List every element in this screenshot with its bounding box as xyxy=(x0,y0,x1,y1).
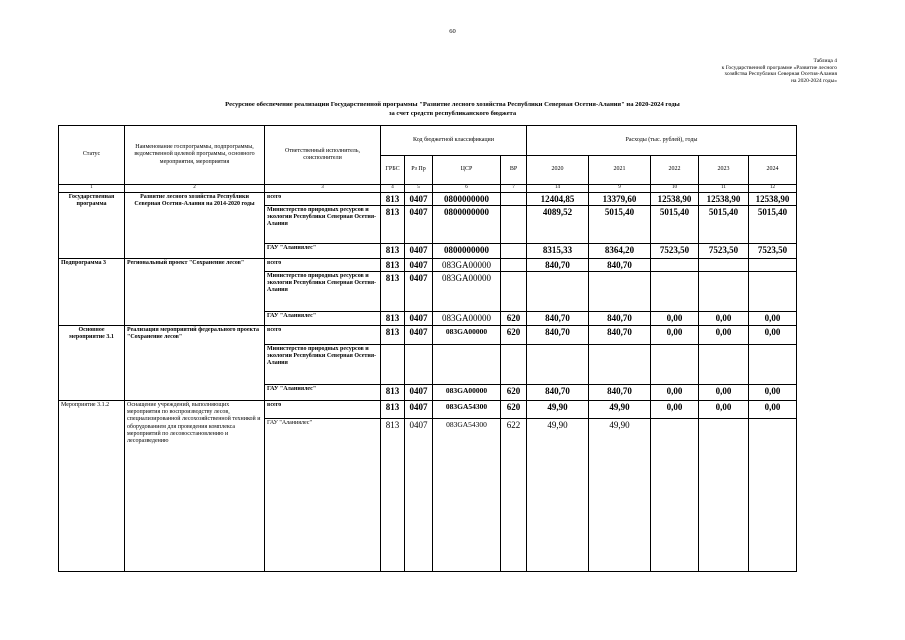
cell-rzpr xyxy=(405,345,433,385)
header-rzpr: Рз Пр xyxy=(405,156,433,185)
header-year: 2020 xyxy=(527,156,589,185)
cell-vr xyxy=(501,259,527,272)
cell-2020: 4089,52 xyxy=(527,206,589,244)
cell-2022: 0,00 xyxy=(651,312,699,326)
cell-vr xyxy=(501,244,527,259)
cell-2021: 8364,20 xyxy=(589,244,651,259)
cell-2023: 5015,40 xyxy=(699,206,749,244)
row-status: Мероприятие 3.1.2 xyxy=(59,401,125,572)
cell-2022: 0,00 xyxy=(651,385,699,401)
cell-rzpr: 0407 xyxy=(405,206,433,244)
column-number: 11 xyxy=(699,185,749,193)
cell-2020 xyxy=(527,345,589,385)
row-executor: всего xyxy=(265,401,381,419)
cell-2023: 7523,50 xyxy=(699,244,749,259)
header-year: 2022 xyxy=(651,156,699,185)
cell-2023 xyxy=(699,345,749,385)
cell-2024: 7523,50 xyxy=(749,244,797,259)
cell-2023: 0,00 xyxy=(699,401,749,419)
header-status: Статус xyxy=(59,126,125,185)
row-executor: ГАУ "Аланиялес" xyxy=(265,385,381,401)
cell-grbs: 813 xyxy=(381,326,405,345)
cell-2021 xyxy=(589,272,651,312)
row-name: Реализация мероприятий федерального проекта "Сохранение лесов" xyxy=(125,326,265,401)
row-executor: Министерство природных ресурсов и экологии Республики Северная Осетия-Алания xyxy=(265,345,381,385)
cell-rzpr: 0407 xyxy=(405,401,433,419)
cell-2022 xyxy=(651,419,699,572)
cell-2024 xyxy=(749,259,797,272)
cell-vr xyxy=(501,345,527,385)
column-number: 10 xyxy=(651,185,699,193)
cell-csr xyxy=(433,345,501,385)
row-executor: всего xyxy=(265,193,381,206)
cell-2020: 49,90 xyxy=(527,419,589,572)
cell-2020: 840,70 xyxy=(527,259,589,272)
cell-rzpr: 0407 xyxy=(405,385,433,401)
table-row xyxy=(59,259,797,272)
header-executor: Ответственный исполнитель, соисполнители xyxy=(265,126,381,185)
header-grbs: ГРБС xyxy=(381,156,405,185)
cell-vr: 620 xyxy=(501,312,527,326)
header-csr: ЦСР xyxy=(433,156,501,185)
cell-2023 xyxy=(699,272,749,312)
cell-grbs: 813 xyxy=(381,401,405,419)
header-budget-code: Код бюджетной классификации xyxy=(381,126,527,156)
column-number: 14 xyxy=(527,185,589,193)
cell-2024 xyxy=(749,272,797,312)
resource-table xyxy=(58,125,797,572)
cell-grbs xyxy=(381,345,405,385)
table-row xyxy=(59,193,797,206)
cell-2024: 0,00 xyxy=(749,385,797,401)
table-row xyxy=(59,401,797,419)
cell-grbs: 813 xyxy=(381,244,405,259)
column-number: 9 xyxy=(589,185,651,193)
table-row xyxy=(59,326,797,345)
cell-vr: 620 xyxy=(501,385,527,401)
row-executor: Министерство природных ресурсов и экологии Республики Северная Осетия-Алания xyxy=(265,206,381,244)
row-name: Региональный проект "Сохранение лесов" xyxy=(125,259,265,326)
table-note xyxy=(657,58,837,84)
cell-csr: 083GA00000 xyxy=(433,326,501,345)
cell-2021: 840,70 xyxy=(589,326,651,345)
header-vr: ВР xyxy=(501,156,527,185)
cell-rzpr: 0407 xyxy=(405,419,433,572)
cell-2022 xyxy=(651,272,699,312)
cell-2023 xyxy=(699,419,749,572)
cell-2020: 840,70 xyxy=(527,326,589,345)
cell-2024: 0,00 xyxy=(749,326,797,345)
row-executor: ГАУ "Аланиялес" xyxy=(265,244,381,259)
header-year: 2024 xyxy=(749,156,797,185)
cell-vr: 620 xyxy=(501,326,527,345)
row-status: Подпрограмма 3 xyxy=(59,259,125,326)
cell-grbs: 813 xyxy=(381,419,405,572)
cell-2023: 0,00 xyxy=(699,312,749,326)
cell-grbs: 813 xyxy=(381,259,405,272)
cell-grbs: 813 xyxy=(381,206,405,244)
column-number: 1 xyxy=(59,185,125,193)
column-number: 5 xyxy=(405,185,433,193)
cell-2023 xyxy=(699,259,749,272)
cell-vr: 622 xyxy=(501,419,527,572)
cell-rzpr: 0407 xyxy=(405,193,433,206)
column-number: 6 xyxy=(433,185,501,193)
cell-rzpr: 0407 xyxy=(405,326,433,345)
row-executor: всего xyxy=(265,326,381,345)
column-number-row xyxy=(59,185,797,193)
title-line: за счет средств республиканского бюджета xyxy=(388,110,517,117)
cell-2023: 0,00 xyxy=(699,326,749,345)
cell-grbs: 813 xyxy=(381,272,405,312)
cell-2023: 12538,90 xyxy=(699,193,749,206)
cell-2024: 5015,40 xyxy=(749,206,797,244)
cell-vr xyxy=(501,206,527,244)
table-note-line: хозяйства Республики Северная Осетия-Алания xyxy=(724,71,837,78)
cell-csr: 083GA00000 xyxy=(433,312,501,326)
cell-rzpr: 0407 xyxy=(405,259,433,272)
cell-2024 xyxy=(749,345,797,385)
column-number: 3 xyxy=(265,185,381,193)
table-note-line: на 2020-2024 годы» xyxy=(791,77,837,84)
cell-2024: 12538,90 xyxy=(749,193,797,206)
cell-2021: 49,90 xyxy=(589,401,651,419)
cell-grbs: 813 xyxy=(381,385,405,401)
cell-csr: 0800000000 xyxy=(433,206,501,244)
cell-2021: 840,70 xyxy=(589,312,651,326)
title-line: Ресурсное обеспечение реализации Государственной программы "Развитие лесного хозяйства Республики Северная Осетия-Алания" на 2020-2024 годы xyxy=(225,101,680,108)
row-status: Государственная программа xyxy=(59,193,125,259)
column-number: 7 xyxy=(501,185,527,193)
table-note-line: Таблица 4 xyxy=(813,58,837,64)
cell-2020: 12404,85 xyxy=(527,193,589,206)
cell-csr: 0800000000 xyxy=(433,193,501,206)
cell-2024: 0,00 xyxy=(749,401,797,419)
row-executor: ГАУ "Аланиялес" xyxy=(265,312,381,326)
cell-csr: 083GA00000 xyxy=(433,259,501,272)
table-note-line: к Государственной программе «Развитие лесного xyxy=(721,64,837,71)
cell-2022: 12538,90 xyxy=(651,193,699,206)
header-name: Наименование госпрограммы, подпрограммы, ведомственной целевой программы, основного мероприятия, мероприятия xyxy=(125,126,265,185)
cell-2021: 5015,40 xyxy=(589,206,651,244)
cell-2022: 7523,50 xyxy=(651,244,699,259)
cell-2022 xyxy=(651,259,699,272)
document-title xyxy=(0,100,905,118)
cell-2020: 8315,33 xyxy=(527,244,589,259)
cell-2022: 5015,40 xyxy=(651,206,699,244)
cell-rzpr: 0407 xyxy=(405,244,433,259)
cell-csr: 083GA54300 xyxy=(433,419,501,572)
row-name: Оснащение учреждений, выполняющих мероприятия по воспроизводству лесов, специализированной лесохозяйственной техникой и оборудованием для проведения комплекса мероприятий по лесовосстановлению и лесоразведению xyxy=(125,401,265,572)
header-expenses: Расходы (тыс. рублей), годы xyxy=(527,126,797,156)
cell-2024 xyxy=(749,419,797,572)
row-executor: Министерство природных ресурсов и экологии Республики Северная Осетия-Алания xyxy=(265,272,381,312)
page-number: 60 xyxy=(449,28,456,35)
cell-grbs: 813 xyxy=(381,193,405,206)
row-executor: всего xyxy=(265,259,381,272)
cell-csr: 0800000000 xyxy=(433,244,501,259)
row-name: Развитие лесного хозяйства Республики Северная Осетия-Алания на 2014-2020 годы xyxy=(125,193,265,259)
header-year: 2021 xyxy=(589,156,651,185)
cell-csr: 083GA00000 xyxy=(433,385,501,401)
cell-csr: 083GA54300 xyxy=(433,401,501,419)
cell-2021: 840,70 xyxy=(589,385,651,401)
cell-csr: 083GA00000 xyxy=(433,272,501,312)
row-status: Основное мероприятие 3.1 xyxy=(59,326,125,401)
header-year: 2023 xyxy=(699,156,749,185)
cell-rzpr: 0407 xyxy=(405,312,433,326)
cell-2020: 49,90 xyxy=(527,401,589,419)
cell-vr xyxy=(501,272,527,312)
row-executor: ГАУ "Аланиялес" xyxy=(265,419,381,572)
cell-2021: 49,90 xyxy=(589,419,651,572)
column-number: 12 xyxy=(749,185,797,193)
cell-2021 xyxy=(589,345,651,385)
cell-2021: 840,70 xyxy=(589,259,651,272)
cell-vr xyxy=(501,193,527,206)
cell-2020: 840,70 xyxy=(527,312,589,326)
column-number: 4 xyxy=(381,185,405,193)
column-number: 2 xyxy=(125,185,265,193)
cell-rzpr: 0407 xyxy=(405,272,433,312)
cell-2023: 0,00 xyxy=(699,385,749,401)
cell-grbs: 813 xyxy=(381,312,405,326)
cell-2021: 13379,60 xyxy=(589,193,651,206)
cell-2022: 0,00 xyxy=(651,401,699,419)
cell-2022 xyxy=(651,345,699,385)
cell-2022: 0,00 xyxy=(651,326,699,345)
cell-2024: 0,00 xyxy=(749,312,797,326)
cell-vr: 620 xyxy=(501,401,527,419)
cell-2020: 840,70 xyxy=(527,385,589,401)
cell-2020 xyxy=(527,272,589,312)
